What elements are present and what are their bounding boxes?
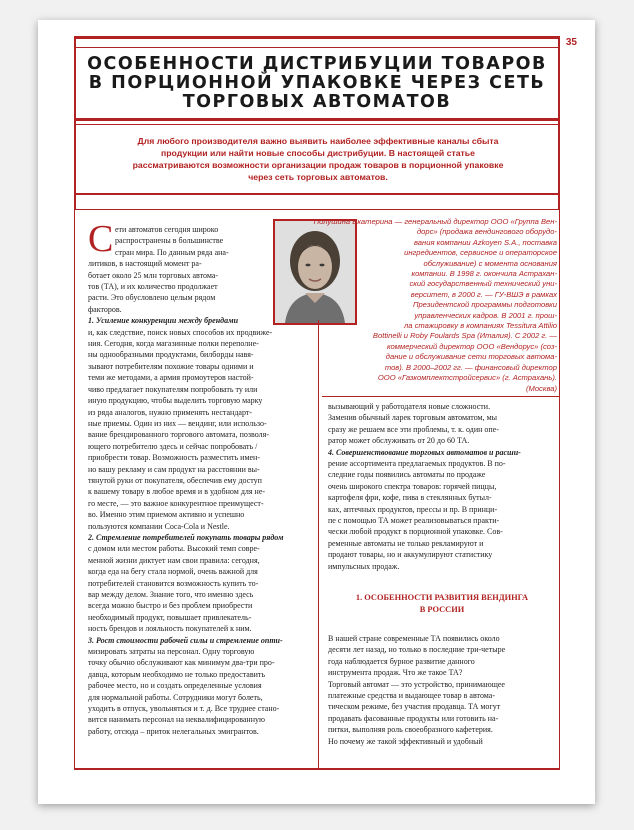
body-line: ния. Сегодня, когда магазинные полки переполне- <box>88 339 259 349</box>
body-line: рение ассортимента предлагаемых продуктов. В по- <box>328 459 506 469</box>
drop-cap: С <box>88 218 114 260</box>
title-line: ОСОБЕННОСТИ ДИСТРИБУЦИИ ТОВАРОВ <box>87 54 547 74</box>
body-line: тов (ТА), и их количество продолжает <box>88 282 218 292</box>
body-line: менной жизни диктует нам свои правила: сегодня, <box>88 555 260 565</box>
title-rule-top <box>74 47 560 48</box>
body-line: из ряда аналогов, нужно применять нестандарт- <box>88 407 252 417</box>
body-line: Торговый автомат — это устройство, принимающее <box>328 679 505 689</box>
bio-line: дорс» (продажа вендингового оборудо- <box>416 227 557 237</box>
body-line: сразу же решаем все эти проблемы, т. к. один опе- <box>328 424 499 434</box>
bio-line: ингредиентов, сервисное и операторское <box>404 248 557 258</box>
body-line: чиво предлагает покупателям попробовать ту или <box>88 384 258 394</box>
body-line: потребителей становится возможность купить то- <box>88 578 259 588</box>
lead-line: Для любого производителя важно выявить наиболее эффективные каналы сбыта <box>137 136 499 146</box>
body-line: вызывающий у работодателя новые сложности. <box>328 402 491 411</box>
body-line: чески любой продукт в порционной упаковке. Сов- <box>328 527 503 537</box>
bio-line: Bottinelli и Roby Foulards Spa (Италия). С 2002 г. — <box>372 331 557 341</box>
body-line: вание брендированного торгового автомата, позволя- <box>88 430 269 440</box>
bio-line: дание и обслуживание сети торговых автома- <box>385 352 557 362</box>
bio-line: управленческих кадров. В 2001 г. прош- <box>414 310 557 320</box>
bio-line: ла стажировку в компаниях Tessitura Attilio <box>403 321 557 331</box>
body-line: тянутой руки от покупателя, обеспечив ему доступ <box>88 475 262 485</box>
body-line: ны однообразными продуктами, билборды навя- <box>88 350 254 360</box>
lead-line: продукции или найти новые способы дистрибуции. В настоящей статье <box>161 148 475 158</box>
lead-paragraph <box>116 135 520 183</box>
title-line: ТОРГОВЫХ АВТОМАТОВ <box>182 92 452 112</box>
page-number: 35 <box>565 37 577 48</box>
body-line: пользуются компании Coca-Cola и Nestle. <box>88 521 230 531</box>
body-line: во. Именно этим приемом активно и успешно <box>88 510 245 520</box>
body-line: работу, отсюда – приток нелегальных эмигрантов. <box>88 726 259 736</box>
body-frame-right <box>559 209 560 769</box>
section-heading: В РОССИИ <box>419 604 465 614</box>
title-rule-bottom <box>74 118 560 121</box>
body-line: факторов. <box>88 304 122 314</box>
body-frame-left <box>74 209 75 769</box>
bio-line: обслуживание) с момента основания <box>423 258 557 268</box>
body-line: распространены в большинстве <box>115 236 224 246</box>
body-line: платежные средства и выдающее товар в автома- <box>328 690 496 700</box>
body-line: картофеля фри, кофе, пива в стеклянных бутыл- <box>328 493 492 503</box>
lead-line: рассматриваются возможности организации продаж товаров в порционной упаковке <box>132 160 504 170</box>
lead-rule-thin <box>74 209 560 210</box>
body-line: продают товары, но и аккумулируют статистику <box>328 550 493 560</box>
body-line: рабочее место, но и создать определенные условия <box>88 681 262 691</box>
body-line: мизировать затраты на персонал. Одну торговую <box>88 647 255 657</box>
body-line: следние годы появились автоматы по продаже <box>328 470 486 480</box>
body-line: ках, аптечных продуктов, прессы и пр. В принци- <box>328 504 498 514</box>
body-line: 2. Стремление потребителей покупать товары рядом <box>88 532 284 542</box>
bio-line: ООО «Газкомплектстройсервис» (г. Астрахань). <box>377 373 557 383</box>
bio-line: ский государственный технический уни- <box>409 279 557 289</box>
title-line: В ПОРЦИОННОЙ УПАКОВКЕ ЧЕРЕЗ СЕТЬ <box>88 73 546 93</box>
body-line: к вашему товару в любое время и в удобном для не- <box>88 487 266 497</box>
bio-line: Полушина Екатерина — генеральный директор ООО «Группа Вен- <box>313 217 557 226</box>
right-column <box>328 401 556 747</box>
body-line: литиков, в настоящий момент ра- <box>88 259 202 269</box>
body-line: 4. Совершенствование торговых автоматов и расши- <box>328 447 521 457</box>
body-line: стран мира. По данным ряда ана- <box>115 247 229 257</box>
body-line: питки, выполняя роль своеобразного кафетерия. <box>328 725 493 735</box>
body-line: очень широкого спектра товаров: горячей пиццы, <box>328 481 497 491</box>
body-line: десяти лет назад, но только в последние три-четыре <box>328 645 506 655</box>
body-line: ботает около 25 млн торговых автома- <box>88 270 219 280</box>
body-line: ети автоматов сегодня широко <box>115 225 219 234</box>
body-line: 3. Рост стоимости рабочей силы и стремление опти- <box>88 635 283 645</box>
body-frame-bottom <box>74 768 560 770</box>
body-line: зывают потребителям похожие товары одними и <box>88 361 254 371</box>
body-line: теми же методами, а армия промоутеров настой- <box>88 373 254 383</box>
body-line: с домом или местом работы. Высокий темп совре- <box>88 544 260 554</box>
body-line: ратор может обслуживать от 20 до 60 ТА. <box>328 436 470 446</box>
column-divider <box>318 320 319 768</box>
body-line: тическом режиме, без участия продавца. ТА могут <box>328 702 501 712</box>
lead-rule <box>74 193 560 195</box>
bio-line: тов). В 2000–2002 гг. — финансовый директор <box>384 362 557 372</box>
body-line: ные приемы. Один из них — вендинг, или использо- <box>88 418 267 428</box>
body-line: приобрести товар. Возможность разместить имен- <box>88 453 260 463</box>
bio-line: вания компании Azkoyen S.A., поставка <box>414 237 557 247</box>
body-line: когда еда на бегу стала нормой, очень важной для <box>88 567 258 577</box>
body-line: всегда можно быстро и без проблем приобрести <box>88 601 253 611</box>
body-line: Но почему же такой эффективный и удобный <box>328 736 483 746</box>
body-line: вится нанимать персонал на неквалифицированную <box>88 715 265 725</box>
bio-line: компании. В 1998 г. окончила Астрахан- <box>411 269 557 279</box>
body-line: го месте, — это важное конкурентное преимущест- <box>88 498 264 508</box>
body-line: ющего потребителю здесь и сейчас попробовать / <box>88 441 258 451</box>
body-line: продавать фасованные продукты или готовить на- <box>328 713 499 723</box>
bio-line: (Москва) <box>525 383 557 393</box>
body-line: иную продукцию, чтобы выделить торговую марку <box>88 396 263 406</box>
body-line: вар между делом. Знание того, что именно здесь <box>88 590 254 599</box>
body-line: давца, которым необходимо не только предоставить <box>88 669 266 679</box>
body-line: расти. Это обусловлено целым рядом <box>88 293 216 303</box>
body-line: но вашу рекламу и сам продукт на расстоянии вы- <box>88 464 260 474</box>
article-title <box>74 55 560 112</box>
body-line: В нашей стране современные ТА появились около <box>328 633 500 643</box>
title-rule-bottom-thin <box>74 124 560 125</box>
bio-separator <box>322 396 560 397</box>
body-line: 1. Усиление конкуренции между брендами <box>88 316 239 326</box>
magazine-page <box>38 20 595 804</box>
bio-line: коммерческий директор ООО «Вендорус» (соз- <box>386 341 557 351</box>
body-line: для нормальной работы. Сотрудники могут болеть, <box>88 692 263 702</box>
body-line: инструмента продаж. Что же такое ТА? <box>328 668 463 678</box>
lead-line: через сеть торговых автоматов. <box>248 172 388 182</box>
bio-line: Президентской программы подготовки <box>412 300 557 310</box>
left-column <box>88 224 316 737</box>
top-rule <box>74 36 560 39</box>
body-line: ность брендов и лояльность покупателей к ним. <box>88 624 252 634</box>
bio-line: верситет, в 2000 г. — ГУ-ВШЭ в рамках <box>410 289 557 299</box>
body-line: необходимый продукт, повышает привлекатель- <box>88 612 252 622</box>
body-line: и, как следствие, поиск новых способов их продвиже- <box>88 327 273 337</box>
body-line: импульсных продаж. <box>328 561 400 571</box>
body-line: года наблюдается бурное развитие данного <box>328 656 475 666</box>
body-line: уходить в отпуск, увольняться и т. д. Все труднее стано- <box>88 704 280 714</box>
body-line: точку обычно обслуживают как минимум два-три про- <box>88 658 275 668</box>
body-line: пе с помощью ТА может реализовываться практи- <box>328 516 500 526</box>
body-line: Заменив обычный ларек торговым автоматом, мы <box>328 413 498 423</box>
section-heading: 1. ОСОБЕННОСТИ РАЗВИТИЯ ВЕНДИНГА <box>355 593 529 603</box>
body-line: ременные автоматы не только рекламируют и <box>328 538 484 548</box>
